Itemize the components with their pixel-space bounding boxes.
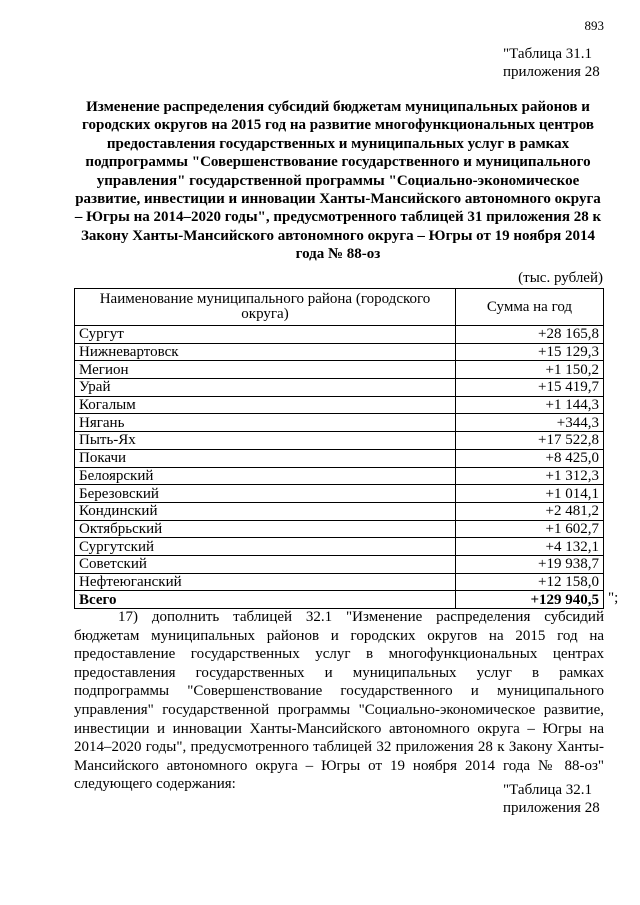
municipality-name: Октябрьский <box>75 520 456 538</box>
header-municipality: Наименование муниципального района (городского округа) <box>75 289 456 326</box>
amount-value: +17 522,8 <box>456 432 604 450</box>
amendment-paragraph: 17) дополнить таблицей 32.1 "Изменение распределения субсидий бюджетам муниципальных районов и городских округов на 2015 год на предоставление государственных услуг в многофункциональных центрах предоставления государственных и муниципальных услуг в рамках подпрограммы "Совершенствование государственного и муниципального управления" государственной программы "Социально-экономическое развитие, инвестиции и инновации Ханты-Мансийского автономного округа – Югры на 2014–2020 годы", предусмотренного таблицей 32 приложения 28 к Закону Ханты-Мансийского автономного округа – Югры от 19 ноября 2014 года № 88-оз" следующего содержания: <box>74 609 604 793</box>
closing-quote: "; <box>608 590 619 606</box>
amount-value: +8 425,0 <box>456 449 604 467</box>
amount-value: +2 481,2 <box>456 502 604 520</box>
table-row <box>75 573 604 591</box>
header-amount: Сумма на год <box>456 289 604 326</box>
table-row <box>75 467 604 485</box>
municipality-name: Мегион <box>75 361 456 379</box>
total-label: Всего <box>75 591 456 609</box>
municipality-name: Урай <box>75 379 456 397</box>
amount-value: +15 419,7 <box>456 379 604 397</box>
units-label: (тыс. рублей) <box>518 270 603 286</box>
amount-value: +12 158,0 <box>456 573 604 591</box>
municipality-name: Белоярский <box>75 467 456 485</box>
table-header-row <box>75 289 604 326</box>
table-total-row <box>75 591 604 609</box>
amount-value: +1 014,1 <box>456 485 604 503</box>
subsidy-table <box>74 288 604 609</box>
amount-value: +15 129,3 <box>456 343 604 361</box>
table-row <box>75 485 604 503</box>
table-reference-line2: приложения 28 <box>503 800 600 816</box>
municipality-name: Нижневартовск <box>75 343 456 361</box>
municipality-name: Пыть-Ях <box>75 432 456 450</box>
municipality-name: Нягань <box>75 414 456 432</box>
amount-value: +19 938,7 <box>456 555 604 573</box>
table-reference-line2: приложения 28 <box>503 64 600 80</box>
table-row <box>75 555 604 573</box>
table-row <box>75 326 604 344</box>
table-reference-line1: "Таблица 31.1 <box>503 46 593 62</box>
amount-value: +1 144,3 <box>456 396 604 414</box>
table-reference-bottom <box>503 781 600 817</box>
municipality-name: Нефтеюганский <box>75 573 456 591</box>
municipality-name: Сургутский <box>75 538 456 556</box>
table-row <box>75 520 604 538</box>
amount-value: +28 165,8 <box>456 326 604 344</box>
municipality-name: Когалым <box>75 396 456 414</box>
municipality-name: Сургут <box>75 326 456 344</box>
table-row <box>75 379 604 397</box>
amount-value: +1 150,2 <box>456 361 604 379</box>
municipality-name: Советский <box>75 555 456 573</box>
municipality-name: Березовский <box>75 485 456 503</box>
amount-value: +1 312,3 <box>456 467 604 485</box>
table-row <box>75 414 604 432</box>
amount-value: +344,3 <box>456 414 604 432</box>
table-row <box>75 538 604 556</box>
table-row <box>75 502 604 520</box>
table-reference-top <box>503 45 600 81</box>
table-row <box>75 449 604 467</box>
amount-value: +1 602,7 <box>456 520 604 538</box>
document-title: Изменение распределения субсидий бюджетам муниципальных районов и городских округов на 2015 год на развитие многофункциональных центров предоставления государственных и муниципальных услуг в рамках подпрограммы "Совершенствование государственного и муниципального управления" государственной программы "Социально-экономическое развитие, инвестиции и инновации Ханты-Мансийского автономного округа – Югры на 2014–2020 годы", предусмотренного таблицей 31 приложения 28 к Закону Ханты-Мансийского автономного округа – Югры от 19 ноября 2014 года № 88-оз <box>74 99 602 263</box>
table-row <box>75 361 604 379</box>
amount-value: +4 132,1 <box>456 538 604 556</box>
table-row <box>75 343 604 361</box>
table-reference-line1: "Таблица 32.1 <box>503 782 593 798</box>
page-number: 893 <box>584 18 604 33</box>
table-row <box>75 432 604 450</box>
municipality-name: Кондинский <box>75 502 456 520</box>
table-row <box>75 396 604 414</box>
total-amount: +129 940,5 <box>456 591 604 609</box>
municipality-name: Покачи <box>75 449 456 467</box>
